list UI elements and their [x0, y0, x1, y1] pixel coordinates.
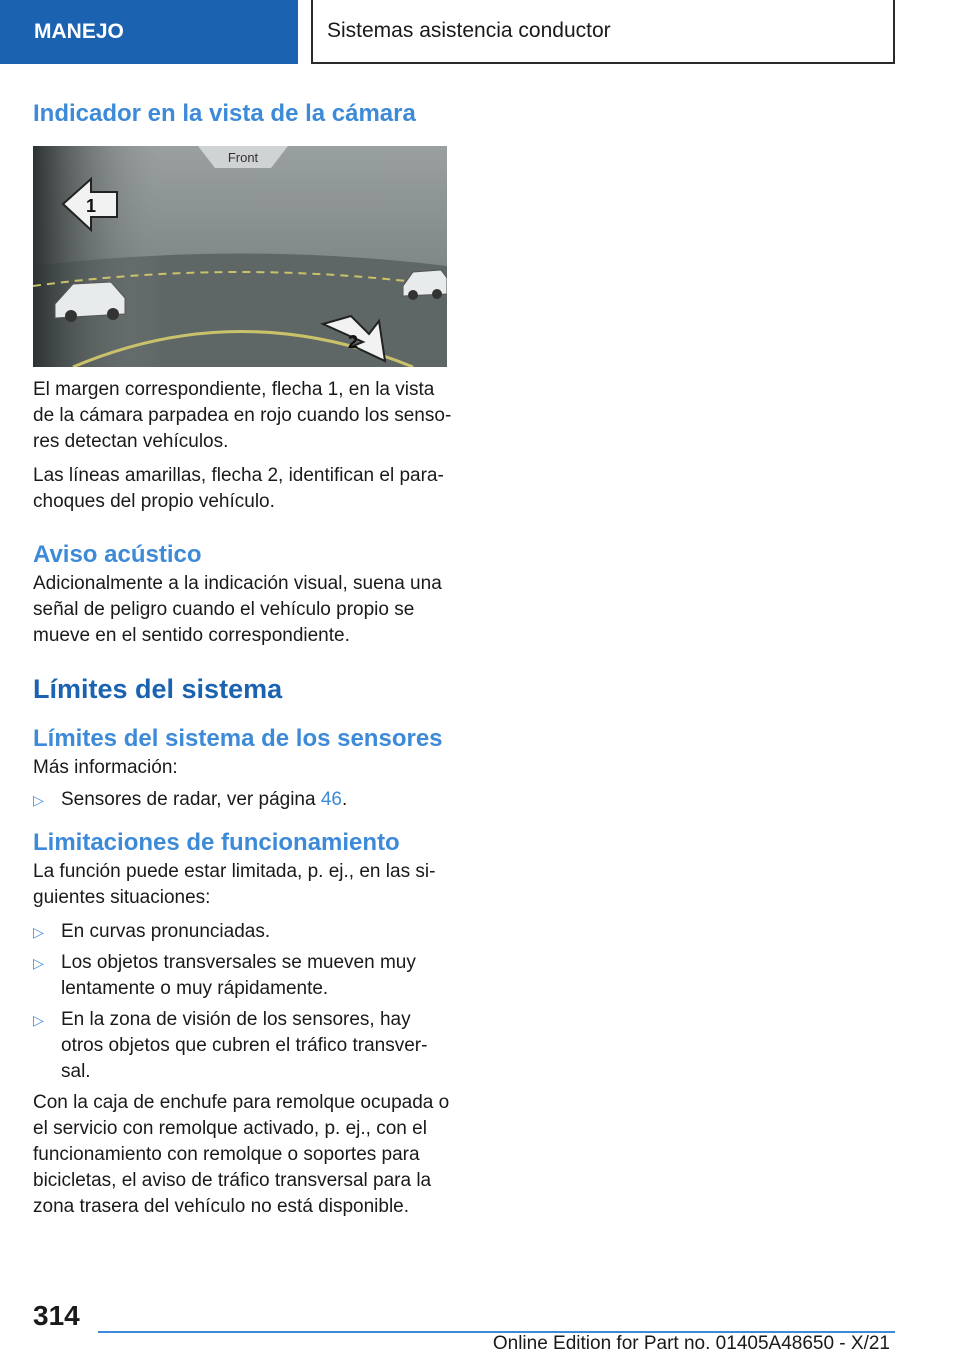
sensor-bullet-text: Sensores de radar, ver página	[61, 789, 321, 810]
function-bullet-text: En curvas pronunciadas.	[61, 921, 271, 942]
heading-sensor-limits: Límites del sistema de los sensores	[33, 725, 443, 752]
more-info-text: Más información:	[33, 757, 178, 778]
heading-system-limits: Límites del sistema	[33, 674, 283, 704]
list-item	[33, 1007, 453, 1085]
section-tab	[0, 0, 298, 64]
function-intro: La función puede estar limitada, p. ej., en las si- guientes situaciones:	[33, 861, 436, 908]
list-item	[33, 787, 453, 813]
bullet-icon: ▷	[33, 1012, 44, 1028]
acoustic-paragraph: Adicionalmente a la indicación visual, suena una señal de peligro cuando el vehículo propio se mueve en el sentido correspondiente.	[33, 573, 442, 646]
camera-paragraph-2: Las líneas amarillas, flecha 2, identifican el para- choques del propio vehículo.	[33, 465, 444, 512]
heading-function-limits: Limitaciones de funcionamiento	[33, 829, 400, 856]
callout-2-label: 2	[347, 332, 359, 352]
bullet-icon: ▷	[33, 955, 44, 971]
list-item	[33, 950, 453, 1002]
content-column	[33, 98, 453, 1220]
heading-acoustic-warning: Aviso acústico	[33, 541, 202, 568]
bullet-icon: ▷	[33, 792, 44, 808]
function-bullet-text: Los objetos transversales se mueven muy lentamente o muy rápidamente.	[61, 952, 416, 999]
page-link[interactable]: 46	[320, 789, 342, 810]
camera-paragraph-1: El margen correspondiente, flecha 1, en la vista de la cámara parpadea en rojo cuando los senso- res detectan vehículos.	[33, 379, 452, 452]
page-number: 314	[33, 1300, 80, 1331]
sensor-bullet-end: .	[341, 789, 348, 810]
chapter-header	[311, 0, 895, 64]
callout-1-label: 1	[85, 196, 97, 216]
list-item	[33, 919, 453, 945]
footer-edition: Online Edition for Part no. 01405A48650 - X/21	[492, 1333, 890, 1354]
bullet-icon: ▷	[33, 924, 44, 940]
sensor-list	[33, 787, 453, 813]
function-bullet-text: En la zona de visión de los sensores, hay otros objetos que cubren el tráfico transver- sal.	[61, 1009, 428, 1082]
chapter-label: Sistemas asistencia conductor	[327, 19, 611, 42]
camera-view-illustration	[33, 146, 447, 367]
trailer-paragraph: Con la caja de enchufe para remolque ocupada o el servicio con remolque activado, p. ej., con el funcionamiento con remolque o soportes para bicicletas, el aviso de tráfico transversal para la zona trasera del vehículo no está disponible.	[33, 1092, 450, 1217]
section-label: MANEJO	[34, 20, 124, 43]
front-label: Front	[227, 150, 259, 165]
heading-camera-indicator: Indicador en la vista de la cámara	[33, 100, 416, 127]
function-list	[33, 919, 453, 1085]
